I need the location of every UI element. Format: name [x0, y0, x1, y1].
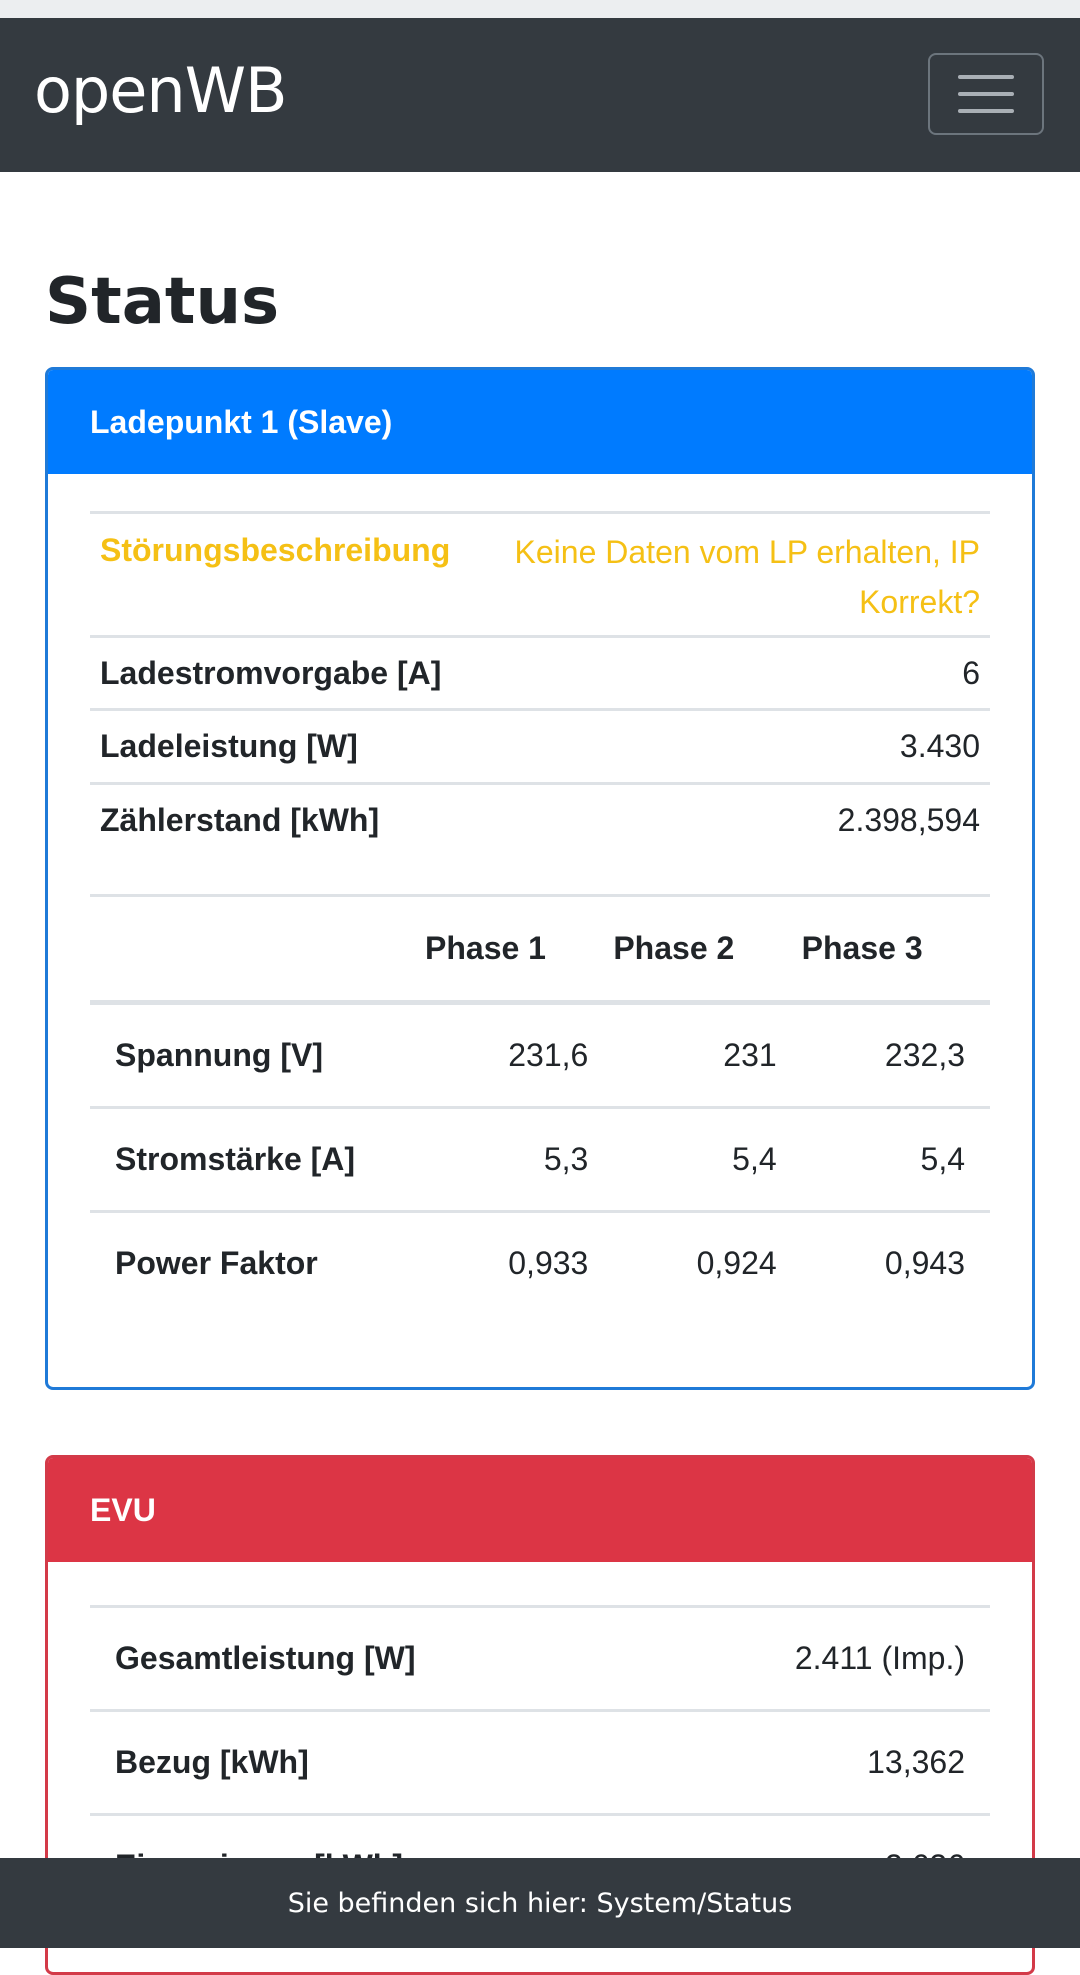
row-value: 2.411 (Imp.): [794, 1640, 965, 1676]
phase-3-header: Phase 3: [802, 896, 990, 1003]
row-label: Gesamtleistung [W]: [115, 1640, 416, 1676]
table-row: [90, 1108, 990, 1212]
fault-value: Keine Daten vom LP erhalten, IP Korrekt?: [514, 534, 980, 620]
ladepunkt-card-header: Ladepunkt 1 (Slave): [48, 370, 1032, 474]
menu-toggle-button[interactable]: [928, 53, 1044, 135]
cell-value: 5,3: [425, 1108, 613, 1212]
row-label: Bezug [kWh]: [115, 1744, 309, 1780]
row-value: 2.398,594: [837, 802, 980, 838]
row-label: Power Faktor: [115, 1245, 318, 1281]
table-row: [90, 708, 990, 782]
row-label: Spannung [V]: [90, 1003, 425, 1108]
cell-value: 5,4: [802, 1108, 990, 1212]
row-label: Stromstärke [A]: [90, 1108, 425, 1212]
phase-table: [90, 894, 990, 1314]
phase-2-header: Phase 2: [613, 896, 801, 1003]
brand-logo[interactable]: openWB: [34, 54, 287, 127]
row-label: Ladestromvorgabe [A]: [100, 654, 442, 691]
hamburger-icon: [958, 75, 1014, 79]
phase-1-header: Phase 1: [425, 896, 613, 1003]
breadcrumb-footer: Sie befinden sich hier: System/Status: [0, 1858, 1080, 1948]
table-row: [90, 782, 990, 856]
evu-card-header: EVU: [48, 1458, 1032, 1562]
ladepunkt-card: [45, 367, 1035, 1390]
cell-value: 0,924: [696, 1245, 777, 1281]
table-row: [90, 1709, 990, 1813]
fault-row: [90, 511, 990, 635]
row-label: Zählerstand [kWh]: [100, 802, 380, 838]
row-value: 3.430: [899, 728, 980, 764]
table-row: [90, 1212, 990, 1315]
ladepunkt-summary: [90, 511, 990, 856]
cell-value: 0,943: [884, 1245, 965, 1281]
table-row: [90, 1003, 990, 1108]
cell-value: 231: [613, 1003, 801, 1108]
cell-value: 0,933: [508, 1245, 589, 1281]
table-row: [90, 635, 990, 708]
row-value: 6: [962, 654, 980, 691]
cell-value: 232,3: [802, 1003, 990, 1108]
cell-value: 231,6: [425, 1003, 613, 1108]
row-value: 13,362: [867, 1744, 965, 1780]
fault-label: Störungsbeschreibung: [100, 532, 451, 568]
phase-table-header: [90, 896, 990, 1003]
cell-value: 5,4: [613, 1108, 801, 1212]
row-label: Ladeleistung [W]: [100, 728, 358, 764]
table-row: [90, 1605, 990, 1709]
system-status-strip: [0, 0, 1080, 18]
page-title: Status: [45, 265, 280, 339]
top-navbar: [0, 18, 1080, 172]
